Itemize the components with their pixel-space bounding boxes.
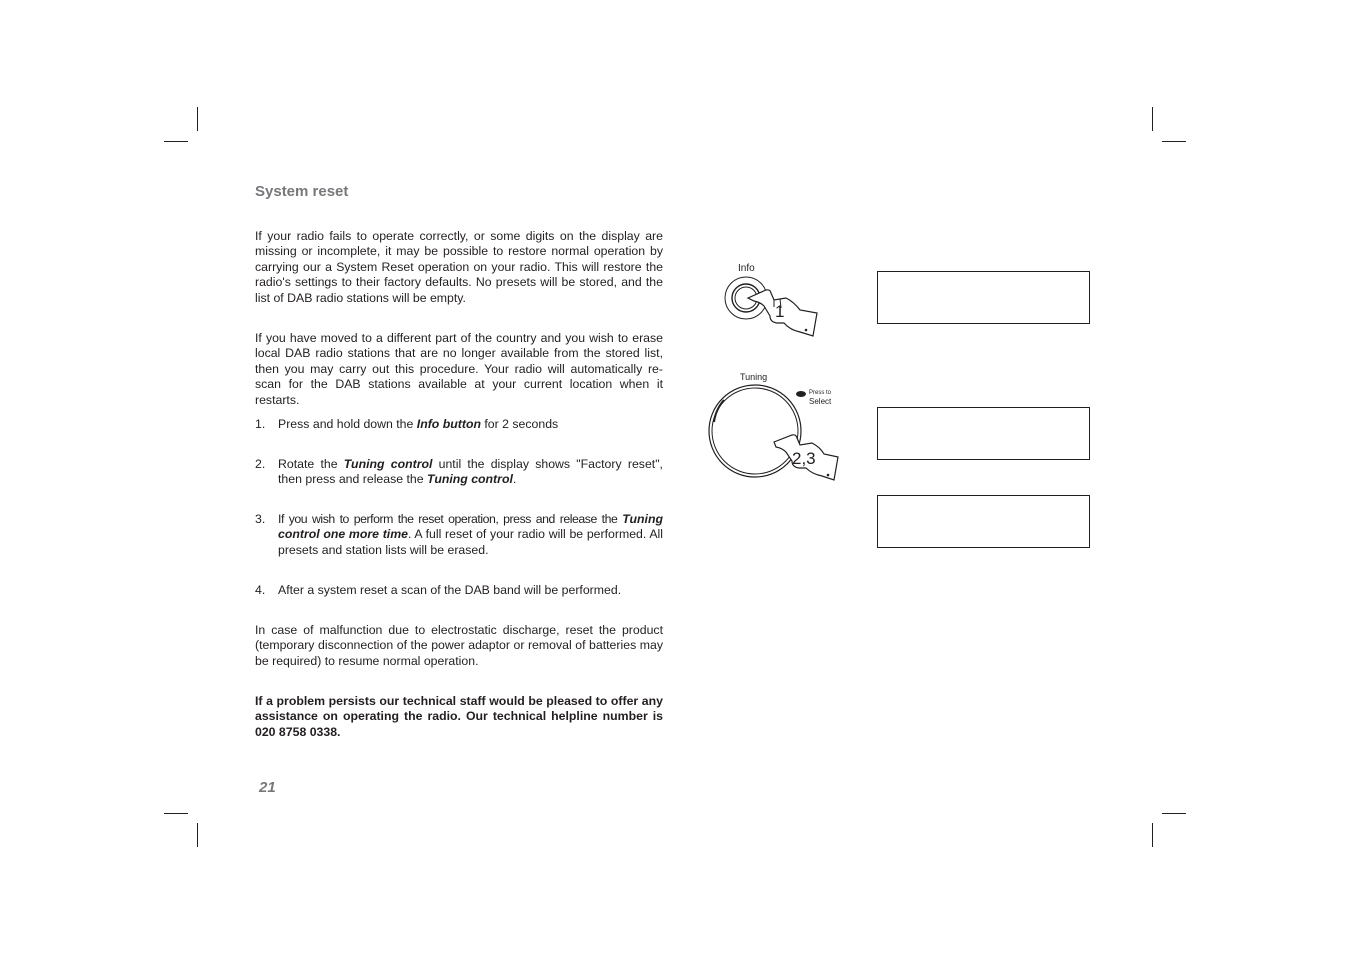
- info-button-ref: Info button: [416, 417, 481, 431]
- press-select-icon: [796, 391, 806, 397]
- step-number: 3.: [255, 512, 266, 526]
- tuning-step-number: 2,3: [792, 449, 816, 468]
- crop-mark: [1152, 823, 1153, 847]
- helpline-paragraph: If a problem persists our technical staff would be pleased to offer any assistance on operating the radio. Our technical helpline number is 020 8758 0338.: [255, 694, 663, 739]
- info-button-illustration: [724, 276, 824, 341]
- tuning-label: Tuning: [740, 372, 768, 382]
- step-number: 2.: [255, 457, 266, 471]
- select-label: Select: [809, 397, 832, 406]
- intro-paragraph: If your radio fails to operate correctly, or some digits on the display are missing or incomplete, it may be possible to restore normal operation by carrying our a System Reset operation on your radio. This will restore the radio's settings to their factory defaults. No presets will be stored, and the list of DAB radio stations will be empty.: [255, 229, 663, 305]
- crop-mark: [197, 107, 198, 131]
- relocation-paragraph: If you have moved to a different part of the country and you wish to erase local DAB radio stations that are no longer available from the stored list, then you may carry out this procedure. Your radio will automatically re-scan for the DAB stations available at your current location when it restarts.: [255, 331, 663, 407]
- info-step-number: 1: [775, 302, 785, 321]
- lcd-line-1: [878, 322, 1089, 324]
- section-heading: System reset: [255, 183, 349, 200]
- lcd-line-1: [878, 458, 1089, 460]
- crop-mark: [164, 813, 188, 814]
- tuning-control-ref: Tuning control: [343, 457, 433, 471]
- step-4: 4. After a system reset a scan of the DAB band will be performed.: [255, 583, 622, 597]
- step-number: 4.: [255, 583, 266, 597]
- lcd-display-factory-reset: [877, 271, 1090, 324]
- step-number: 1.: [255, 417, 266, 431]
- lcd-line-1: [878, 546, 1089, 548]
- crop-mark: [1162, 813, 1186, 814]
- crop-mark: [1152, 107, 1153, 131]
- lcd-display-confirm-reset: [877, 407, 1090, 460]
- esd-paragraph: In case of malfunction due to electrostatic discharge, reset the product (temporary disconnection of the power adaptor or removal of batteries may be required) to resume normal operation.: [255, 623, 663, 668]
- crop-mark: [164, 141, 188, 142]
- tuning-control-ref: Tuning control one more time: [278, 512, 663, 542]
- page-number: 21: [259, 779, 276, 796]
- step-3: 3. If you wish to perform the reset operation, press and release the Tuning control one more time. A full reset of your radio will be performed. All presets and station lists will be erased.: [255, 512, 663, 557]
- crop-mark: [1162, 141, 1186, 142]
- press-to-label: Press to: [809, 390, 832, 396]
- step-1: 1. Press and hold down the Info button for 2 seconds: [255, 417, 559, 431]
- lcd-display-welcome: [877, 495, 1090, 548]
- tuning-knob-icon: [709, 385, 801, 477]
- step-2: 2. Rotate the Tuning control until the display shows "Factory reset", then press and release the Tuning control.: [255, 457, 663, 487]
- info-label: Info: [738, 263, 755, 274]
- crop-mark: [197, 823, 198, 847]
- tuning-control-ref: Tuning control: [427, 472, 513, 487]
